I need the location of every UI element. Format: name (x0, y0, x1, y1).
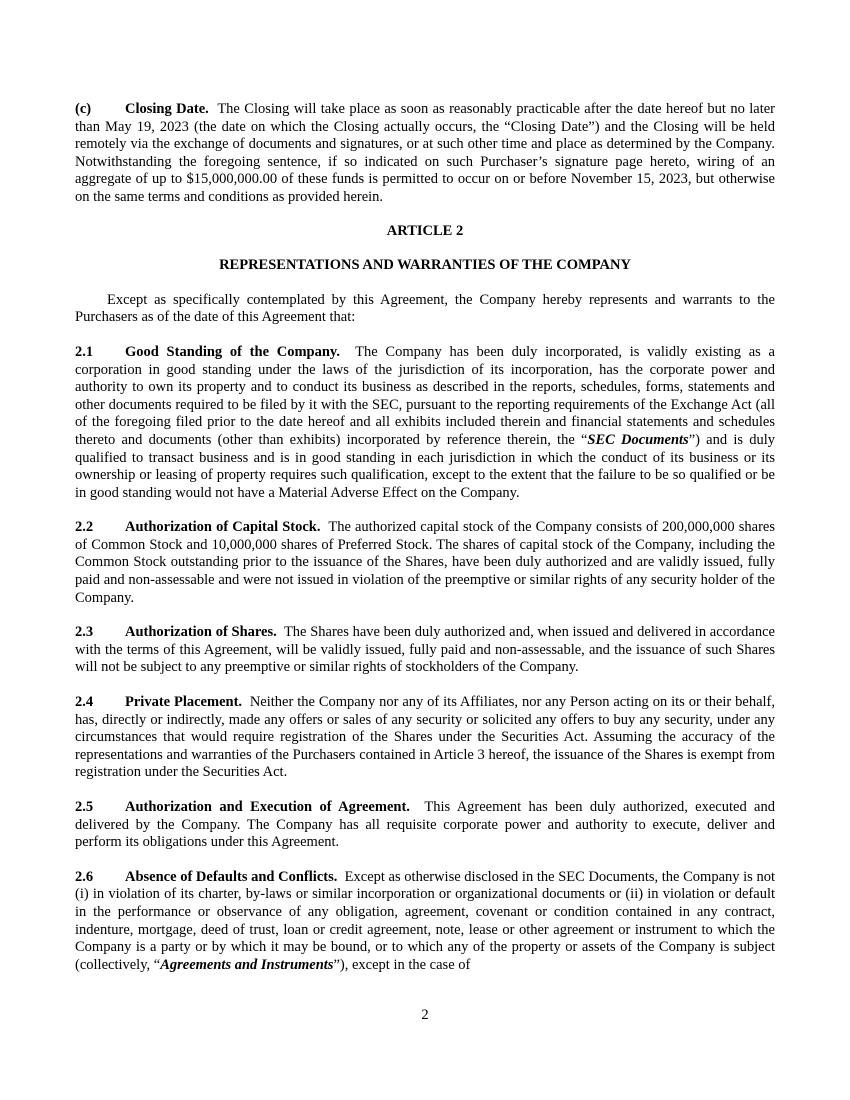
section-text: Neither the Company nor any of its Affiliates, nor any Person acting on its or their behalf, has, directly or indirectly, made any offers or sales of any security or solicited any offers to buy any security, under any circumstances that would require registration of the Shares under the Securities Act. Assuming the accuracy of the representations and warranties of the Purchasers contained in Article 3 hereof, the issuance of the Shares is exempt from registration under the Securities Act. (75, 694, 775, 781)
section-2-1 (75, 344, 775, 502)
section-heading: Private Placement. (125, 694, 243, 711)
closing-date-paragraph (75, 101, 775, 207)
section-heading: Good Standing of the Company. (125, 343, 340, 360)
section-number: 2.2 (75, 519, 94, 536)
section-2-6 (75, 869, 775, 975)
article-intro: Except as specifically contemplated by this Agreement, the Company hereby represents and warrants to the Purchasers as of the date of this Agreement that: (75, 291, 775, 326)
section-2-2 (75, 519, 775, 607)
section-text: ”) and is duly qualified to transact business and is in good standing in each jurisdiction in which the conduct of its business or its ownership or leasing of property requires such qualification, except to the extent that the failure to be so qualified or be in good standing would not have a Material Adverse Effect on the Company. (75, 431, 775, 501)
section-number: 2.3 (75, 624, 94, 641)
section-text: Except as otherwise disclosed in the SEC Documents, the Company is not (i) in violation of its charter, by-laws or similar incorporation or organizational documents or (ii) in violation or default in the performance or observance of any obligation, agreement, covenant or condition contained in any contract, indenture, mortgage, deed of trust, loan or credit agreement, note, lease or other agreement or instrument to which the Company is a party or by which it may be bound, or to which any of the property or assets of the Company is subject (collectively, “ (75, 868, 775, 973)
section-number: 2.6 (75, 868, 94, 885)
section-text: The Company has been duly incorporated, is validly existing as a corporation in good standing under the laws of the jurisdiction of its incorporation, has the corporate power and authority to own its property and to conduct its business as described in the reports, schedules, forms, statements and other documents required to be filed by it with the SEC, pursuant to the reporting requirements of the Exchange Act (all of the foregoing filed prior to the date hereof and all exhibits included therein and financial statements and schedules thereto and documents (other than exhibits) incorporated by reference therein, the “ (75, 343, 775, 448)
section-text: The Closing will take place as soon as reasonably practicable after the date hereof but no later than May 19, 2023 (the date on which the Closing actually occurs, the “Closing Date”) and the Closing will be held remotely via the exchange of documents and signatures, or at such other time and place as determined by the Company. Notwithstanding the foregoing sentence, if so indicated on such Purchaser’s signature page hereto, wiring of an aggregate of up to $15,000,000.00 of these funds is permitted to occur on or before November 15, 2023, but otherwise on the same terms and conditions as provided herein. (75, 101, 775, 205)
section-heading: Authorization of Shares. (125, 624, 277, 641)
defined-term: Agreements and Instruments (160, 956, 334, 973)
defined-term: SEC Documents (587, 431, 689, 448)
page-number: 2 (421, 1007, 429, 1023)
section-number: 2.1 (75, 343, 94, 360)
section-text: The authorized capital stock of the Company consists of 200,000,000 shares of Common Stock and 10,000,000 shares of Preferred Stock. The shares of capital stock of the Company, including the Common Stock outstanding prior to the issuance of the Shares, have been duly authorized and are validly issued, fully paid and non-assessable and were not issued in violation of the preemptive or similar rights of any security holder of the Company. (75, 519, 775, 606)
section-number: 2.5 (75, 799, 94, 815)
article-title: REPRESENTATIONS AND WARRANTIES OF THE COMPANY (219, 257, 631, 274)
section-number: (c) (75, 101, 92, 117)
article-number: ARTICLE 2 (386, 222, 464, 239)
section-heading: Authorization of Capital Stock. (125, 519, 321, 536)
section-text: The Shares have been duly authorized and, when issued and delivered in accordance with the terms of this Agreement, will be validly issued, fully paid and non-assessable, and the issuance of such Shares will not be subject to any preemptive or similar rights of stockholders of the Company. (75, 624, 775, 676)
section-heading: Absence of Defaults and Conflicts. (125, 868, 338, 885)
document-page (75, 101, 775, 991)
section-text: ”), except in the case of (333, 956, 471, 973)
section-2-5 (75, 799, 775, 852)
section-2-4 (75, 694, 775, 782)
section-heading: Authorization and Execution of Agreement. (125, 799, 410, 815)
section-2-3 (75, 624, 775, 677)
section-number: 2.4 (75, 694, 94, 711)
section-heading: Closing Date. (125, 101, 209, 117)
section-text: This Agreement has been duly authorized, executed and delivered by the Company. The Company has all requisite corporate power and authority to execute, deliver and perform its obligations under this Agreement. (75, 799, 775, 851)
